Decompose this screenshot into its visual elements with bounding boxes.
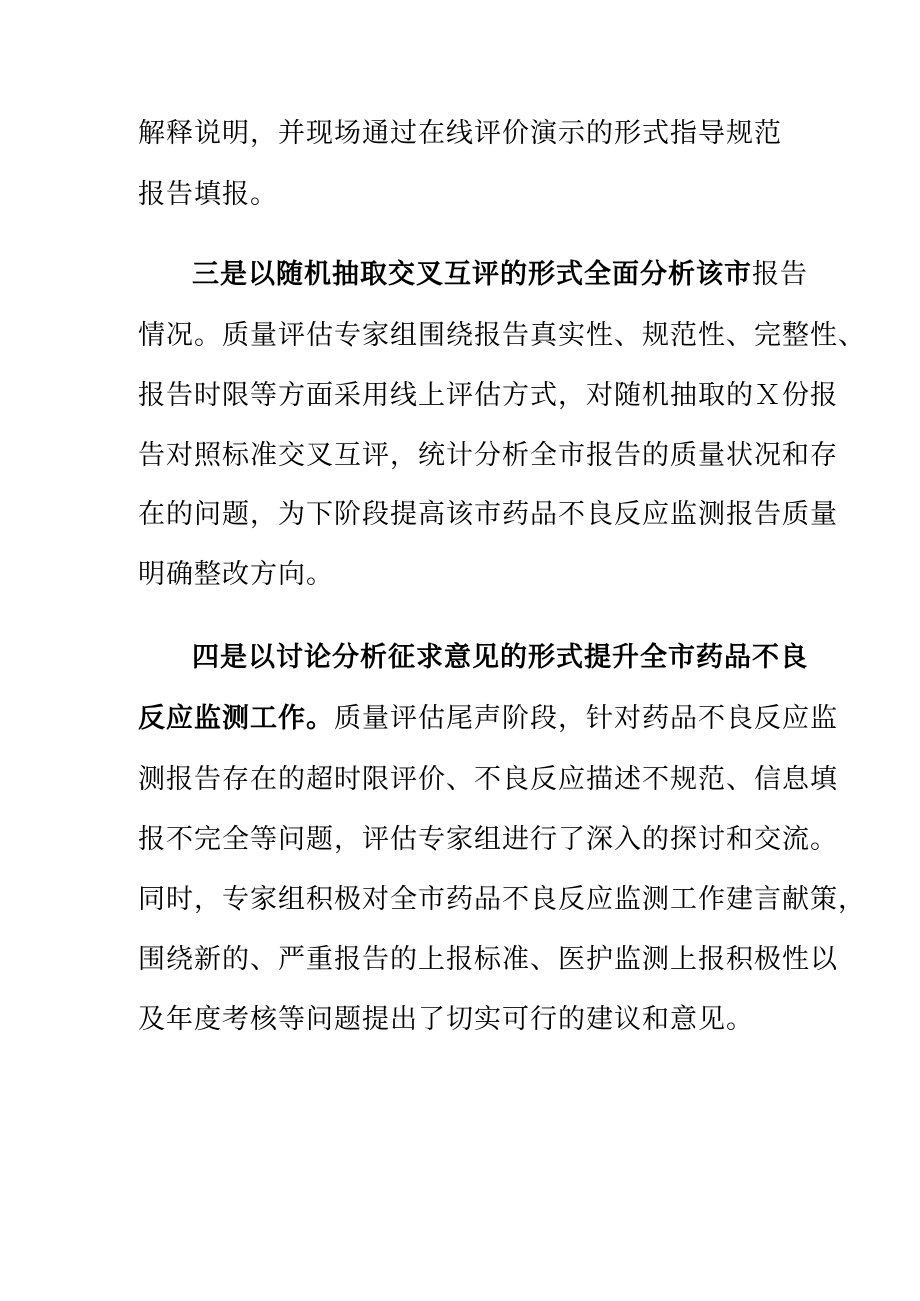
- paragraph-2-heading: 三是以随机抽取交叉互评的形式全面分析该市: [192, 259, 752, 290]
- paragraph-2-line-5: 在的问题，为下阶段提高该市药品不良反应监测报告质量: [138, 499, 838, 530]
- paragraph-2-line-4: 告对照标准交叉互评，统计分析全市报告的质量状况和存: [138, 440, 838, 471]
- paragraph-2-line-1: [192, 257, 808, 293]
- paragraph-3-heading-line-2: 反应监测工作。: [138, 703, 334, 734]
- paragraph-1-line-2: 报告填报。: [138, 179, 278, 210]
- paragraph-3-line-4: 报不完全等问题，评估专家组进行了深入的探讨和交流。: [138, 824, 838, 855]
- paragraph-3-line-7: 及年度考核等问题提出了切实可行的建议和意见。: [138, 1004, 754, 1035]
- paragraph-1-line-1: 解释说明，并现场通过在线评价演示的形式指导规范: [138, 118, 782, 149]
- paragraph-3-line-6: 围绕新的、严重报告的上报标准、医护监测上报积极性以: [138, 944, 838, 975]
- paragraph-3-line-5: 同时，专家组积极对全市药品不良反应监测工作建言献策，: [138, 884, 866, 915]
- paragraph-3-line-3: 测报告存在的超时限评价、不良反应描述不规范、信息填: [138, 764, 838, 795]
- paragraph-2-line-1-rest: 报告: [752, 259, 808, 290]
- paragraph-3-line-2: [138, 701, 838, 737]
- paragraph-3-line-2-rest: 质量评估尾声阶段，针对药品不良反应监: [334, 703, 838, 734]
- paragraph-3-heading-line-1: 四是以讨论分析征求意见的形式提升全市药品不良: [192, 642, 808, 673]
- paragraph-2-line-2: 情况。质量评估专家组围绕报告真实性、规范性、完整性、: [138, 320, 866, 351]
- paragraph-2-line-6: 明确整改方向。: [138, 559, 334, 590]
- paragraph-2-line-3: 报告时限等方面采用线上评估方式，对随机抽取的Ｘ份报: [138, 380, 838, 411]
